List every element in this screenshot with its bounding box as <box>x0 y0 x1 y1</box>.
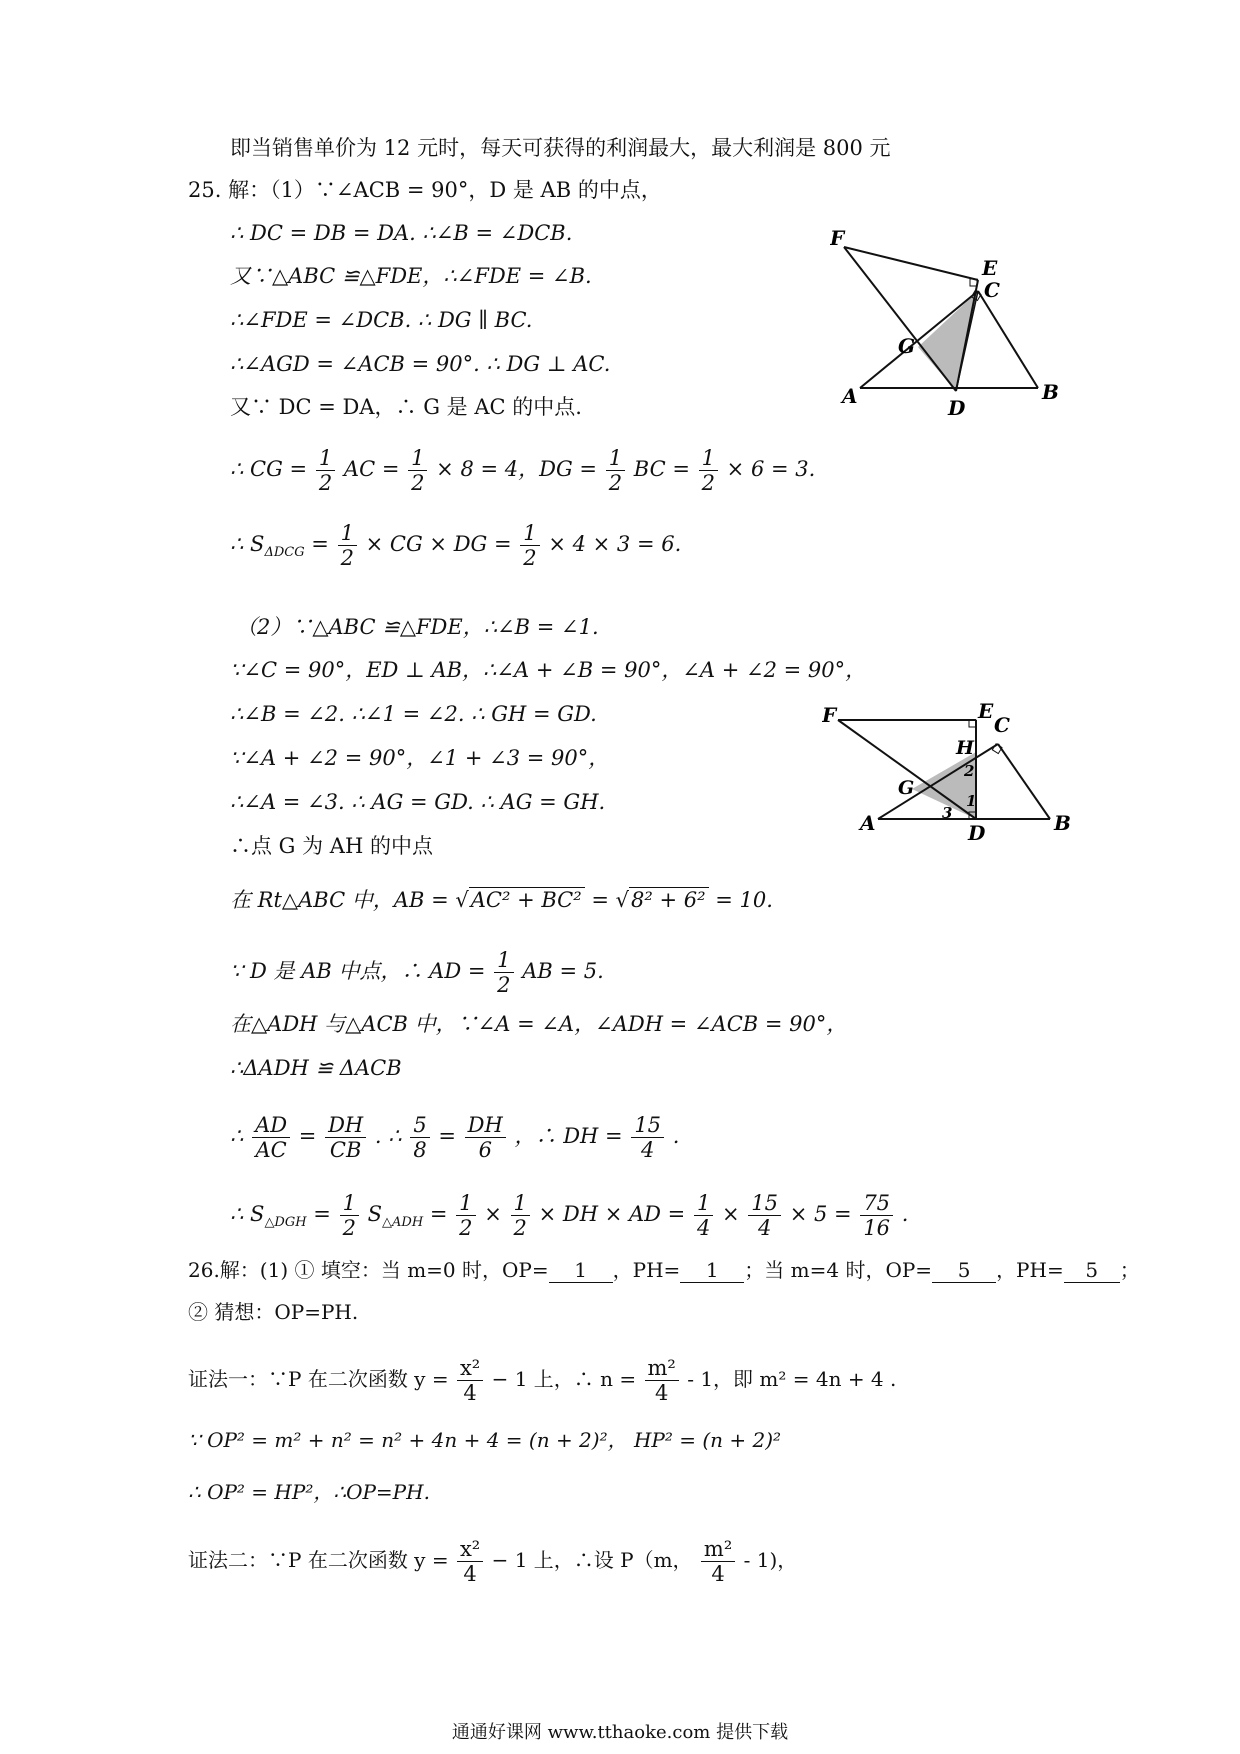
sqrt-sign: √ <box>615 888 630 912</box>
expr-text: ∵ D 是 AB 中点，∴ AD = <box>230 959 486 983</box>
expr-text: BC = <box>633 457 690 481</box>
expr-text: ； <box>1119 1258 1140 1282</box>
subscript: △DGH <box>264 1215 307 1231</box>
segment-cb <box>998 744 1050 819</box>
fraction-15-4 <box>631 1113 664 1162</box>
expr-text: × <box>722 1202 740 1226</box>
expr-text: = <box>313 1202 331 1226</box>
sqrt-sign: √ <box>455 888 469 912</box>
numerator: 15 <box>631 1113 664 1138</box>
denominator: 2 <box>523 546 537 570</box>
numerator: 1 <box>699 446 718 471</box>
q25-line-12: ∴∠B = ∠2. ∴∠1 = ∠2. ∴ GH = GD. <box>230 702 597 726</box>
fraction-x2-4 <box>457 1537 483 1586</box>
expr-text: − 1 上，∴ n = <box>491 1367 637 1391</box>
expr-text: = <box>298 1124 317 1148</box>
label-angle-2: 2 <box>964 762 975 780</box>
numerator: AD <box>252 1113 290 1138</box>
denominator: 2 <box>411 471 425 495</box>
q25-line-9 <box>230 521 681 570</box>
label-d: D <box>948 396 966 420</box>
text-line-1: 即当销售单价为 12 元时，每天可获得的利润最大，最大利润是 800 元 <box>230 136 891 160</box>
q25-line-15: ∴点 G 为 AH 的中点 <box>230 834 433 858</box>
fraction-half <box>316 446 335 495</box>
expr-text: × 4 × 3 = 6. <box>548 532 682 556</box>
numerator: 1 <box>606 446 625 471</box>
subscript: △ADH <box>382 1215 424 1231</box>
label-g: G <box>898 334 916 358</box>
sqrt-radicand: 8² + 6² <box>629 887 709 912</box>
q25-line-21 <box>230 1191 908 1240</box>
expr-text: - 1，即 m² = 4n + 4 . <box>687 1367 897 1391</box>
numerator: 1 <box>338 521 357 546</box>
expr-text: × <box>484 1202 502 1226</box>
denominator: 2 <box>513 1216 527 1240</box>
denominator: CB <box>329 1138 362 1162</box>
fraction-half <box>520 521 539 570</box>
segment-cb <box>978 291 1038 388</box>
fraction-15-4 <box>748 1191 781 1240</box>
fraction-m2-4 <box>645 1356 679 1405</box>
expr-text: 证法二：∵P 在二次函数 y = <box>188 1548 449 1572</box>
page-footer: 通通好课网 www.tthaoke.com 提供下载 <box>451 1722 789 1743</box>
expr-text: . ∴ <box>374 1124 402 1148</box>
expr-text: 证法一：∵P 在二次函数 y = <box>188 1367 449 1391</box>
expr-text: . <box>672 1124 680 1148</box>
answer-blank: 5 <box>932 1258 996 1283</box>
label-d: D <box>968 821 986 845</box>
numerator: 1 <box>456 1191 475 1216</box>
fraction-m2-4 <box>701 1537 735 1586</box>
label-f: F <box>822 703 837 727</box>
expr-text: = <box>438 1124 456 1148</box>
numerator: m² <box>645 1356 679 1381</box>
fraction-half <box>408 446 427 495</box>
q26-guess: ② 猜想：OP=PH. <box>188 1300 359 1324</box>
sqrt-radicand: AC² + BC² <box>469 887 585 912</box>
expr-text: AB = 5. <box>522 959 604 983</box>
answer-blank: 1 <box>680 1258 744 1283</box>
fraction-half <box>494 948 513 997</box>
q25-line-19: ∴ΔADH ≌ ΔACB <box>230 1056 402 1080</box>
q25-line-6: ∴∠AGD = ∠ACB = 90°. ∴ DG ⊥ AC. <box>230 352 611 376</box>
numerator: DH <box>465 1113 506 1138</box>
fraction-half <box>340 1191 359 1240</box>
expr-text: × 8 = 4，DG = <box>436 457 597 481</box>
triangle-figure-2 <box>822 700 1082 850</box>
fraction-dh-6 <box>465 1113 506 1162</box>
expr-text: = <box>311 532 329 556</box>
denominator: 2 <box>318 471 333 495</box>
numerator: 1 <box>511 1191 530 1216</box>
q25-line-11: ∵∠C = 90°，ED ⊥ AB，∴∠A + ∠B = 90°，∠A + ∠2 = 90°， <box>230 658 867 682</box>
expr-text: ∴ CG = <box>230 457 308 481</box>
label-c: C <box>984 278 1000 302</box>
denominator: 4 <box>711 1562 725 1586</box>
label-a: A <box>860 811 876 835</box>
subscript: ΔDCG <box>264 545 305 561</box>
expr-text: ∴ S <box>230 532 265 556</box>
expr-text: ，PH= <box>996 1258 1064 1282</box>
q25-line-10: （2）∵△ABC ≌△FDE，∴∠B = ∠1. <box>236 615 599 639</box>
denominator: 16 <box>863 1216 891 1240</box>
numerator: x² <box>457 1356 483 1381</box>
numerator: DH <box>325 1113 366 1138</box>
label-c: C <box>994 713 1010 737</box>
answer-blank: 1 <box>549 1258 613 1283</box>
q25-line-13: ∵∠A + ∠2 = 90°，∠1 + ∠3 = 90°， <box>230 746 610 770</box>
fraction-x2-4 <box>457 1356 483 1405</box>
q26-op-eq: ∵ OP² = m² + n² = n² + 4n + 4 = (n + 2)²， HP² = (n + 2)² <box>188 1428 782 1452</box>
fraction-half <box>699 446 718 495</box>
expr-text: ；当 m=4 时，OP= <box>744 1258 933 1282</box>
denominator: 2 <box>608 471 623 495</box>
segment-ac <box>878 744 998 819</box>
label-b: B <box>1054 811 1071 835</box>
denominator: 4 <box>654 1381 669 1405</box>
label-h: H <box>956 737 974 759</box>
q25-line-3: ∴ DC = DB = DA. ∴∠B = ∠DCB. <box>230 221 573 245</box>
expr-text: ∴ S <box>230 1202 265 1226</box>
segment-fd <box>844 247 956 391</box>
expr-text: S <box>367 1202 383 1226</box>
q25-line-4: 又∵△ABC ≌△FDE，∴∠FDE = ∠B. <box>230 264 592 288</box>
denominator: AC <box>255 1138 287 1162</box>
q25-line-5: ∴∠FDE = ∠DCB. ∴ DG ∥ BC. <box>230 308 533 332</box>
label-angle-1: 1 <box>966 792 977 810</box>
q26-op-hp: ∴ OP² = HP²，∴OP=PH. <box>188 1480 430 1504</box>
fraction-half <box>338 521 357 570</box>
answer-blank: 5 <box>1064 1258 1120 1283</box>
q26-fill-line <box>188 1256 1140 1284</box>
segment-fe <box>844 247 978 280</box>
fraction-ad-ac <box>252 1113 290 1162</box>
expr-text: = <box>591 888 609 912</box>
fraction-quarter <box>694 1191 713 1240</box>
q25-line-20 <box>230 1113 679 1162</box>
q25-line-8 <box>230 446 815 495</box>
numerator: 1 <box>694 1191 713 1216</box>
label-angle-3: 3 <box>942 804 953 822</box>
expr-text: × CG × DG = <box>365 532 512 556</box>
fraction-half <box>606 446 625 495</box>
numerator: 75 <box>860 1191 893 1216</box>
q25-heading: 25. 解：（1）∵∠ACB = 90°，D 是 AB 的中点， <box>188 178 662 202</box>
q25-line-16 <box>230 886 773 914</box>
label-a: A <box>842 384 858 408</box>
q25-line-7: 又∵ DC = DA，∴ G 是 AC 的中点. <box>230 395 582 419</box>
q26-proof-2 <box>188 1537 797 1586</box>
denominator: 2 <box>342 1216 356 1240</box>
expr-text: 在 Rt△ABC 中，AB = <box>230 888 449 912</box>
expr-text: × 5 = <box>789 1202 852 1226</box>
q25-line-18: 在△ADH 与△ACB 中，∵∠A = ∠A，∠ADH = ∠ACB = 90°， <box>230 1012 848 1036</box>
fraction-5-8 <box>410 1113 429 1162</box>
fraction-75-16 <box>860 1191 893 1240</box>
denominator: 2 <box>701 471 715 495</box>
expr-text: - 1)， <box>743 1548 798 1572</box>
numerator: 1 <box>408 446 427 471</box>
numerator: 15 <box>748 1191 781 1216</box>
fraction-half <box>456 1191 475 1240</box>
denominator: 4 <box>696 1216 711 1240</box>
expr-text: . <box>901 1202 909 1226</box>
denominator: 2 <box>459 1216 473 1240</box>
label-b: B <box>1042 380 1059 404</box>
fraction-half <box>511 1191 530 1240</box>
q25-line-14: ∴∠A = ∠3. ∴ AG = GD. ∴ AG = GH. <box>230 790 606 814</box>
numerator: 1 <box>494 948 513 973</box>
denominator: 4 <box>463 1562 477 1586</box>
label-e: E <box>982 256 998 280</box>
expr-text: 26.解：(1) ① 填空：当 m=0 时，OP= <box>188 1258 549 1282</box>
numerator: 1 <box>316 446 335 471</box>
shaded-triangle <box>918 291 978 391</box>
label-e: E <box>978 700 994 723</box>
numerator: 1 <box>340 1191 359 1216</box>
denominator: 4 <box>757 1216 772 1240</box>
expr-text: ，PH= <box>612 1258 681 1282</box>
denominator: 4 <box>463 1381 477 1405</box>
expr-text: × 6 = 3. <box>726 457 816 481</box>
expr-text: ，∴ DH = <box>514 1124 623 1148</box>
expr-text: × DH × AD = <box>538 1202 686 1226</box>
numerator: 1 <box>520 521 539 546</box>
q25-line-17 <box>230 948 604 997</box>
fraction-dh-cb <box>325 1113 366 1162</box>
expr-text: AC = <box>343 457 400 481</box>
denominator: 6 <box>478 1138 492 1162</box>
expr-text: = 10. <box>715 888 773 912</box>
label-g: G <box>898 777 915 799</box>
triangle-figure-1 <box>830 225 1070 425</box>
q26-proof-1 <box>188 1356 896 1405</box>
denominator: 2 <box>340 546 354 570</box>
right-angle-mark <box>969 720 976 727</box>
label-f: F <box>830 226 845 250</box>
denominator: 4 <box>640 1138 655 1162</box>
numerator: m² <box>701 1537 735 1562</box>
expr-text: = <box>429 1202 448 1226</box>
numerator: x² <box>457 1537 483 1562</box>
denominator: 2 <box>497 973 511 997</box>
expr-text: − 1 上，∴设 P（m， <box>491 1548 693 1572</box>
expr-text: ∴ <box>230 1124 244 1148</box>
denominator: 8 <box>413 1138 427 1162</box>
numerator: 5 <box>410 1113 429 1138</box>
